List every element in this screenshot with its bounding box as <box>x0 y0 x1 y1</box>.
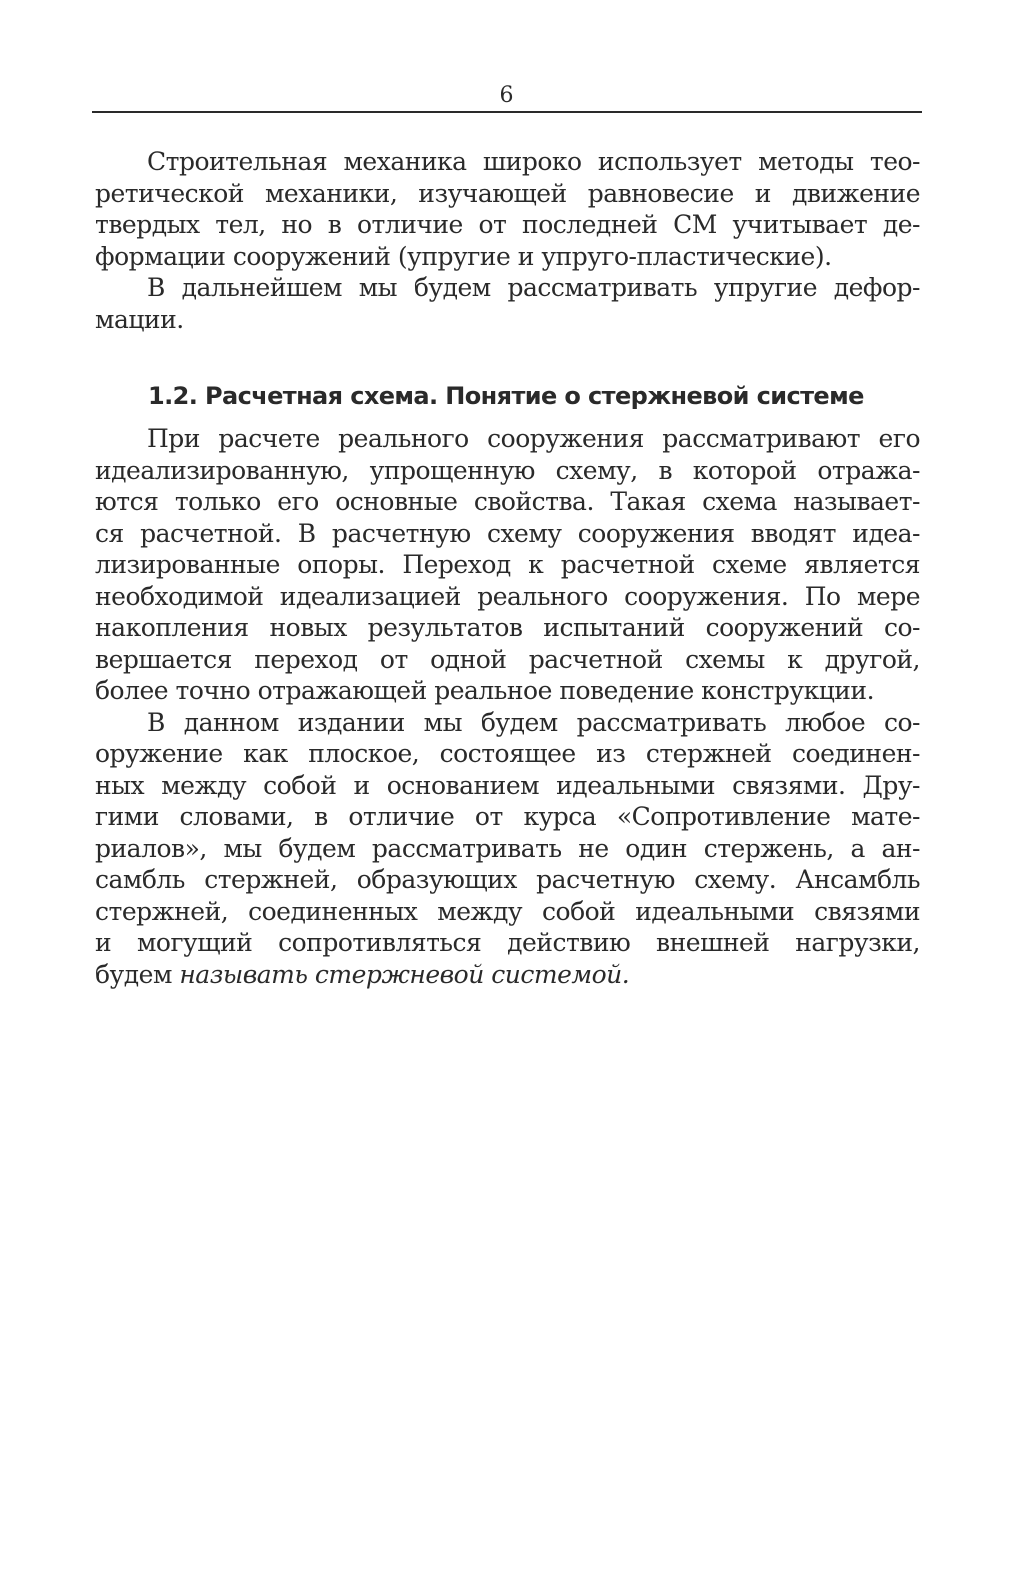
text-fragment: будем <box>95 959 180 989</box>
text-line: твердых тел, но в отличие от последней СМ учитывает де- <box>95 210 920 239</box>
text-line: стержней, соединенных между собой идеальными связями <box>95 896 920 926</box>
text-line: риалов», мы будем рассматривать не один стержень, а ан- <box>95 833 920 863</box>
text-line: и могущий сопротивляться действию внешней нагрузки, <box>95 928 920 957</box>
text-line: более точно отражающей реальное поведение конструкции. <box>95 676 875 705</box>
text-line: самбль стержней, образующих расчетную схему. Ансамбль <box>95 865 920 894</box>
text-line: лизированные опоры. Переход к расчетной схеме является <box>95 550 920 579</box>
text-line: гими словами, в отличие от курса «Сопротивление мате- <box>95 802 920 831</box>
italic-definition: называть стержневой системой. <box>179 959 630 989</box>
text-line: формации сооружений (упругие и упруго-пластические). <box>95 241 832 271</box>
section-heading: 1.2. Расчетная схема. Понятие о стержневой системе <box>148 382 864 410</box>
text-line: ются только его основные свойства. Такая схема называет- <box>95 487 920 516</box>
text-line: Строительная механика широко использует методы тео- <box>147 147 920 176</box>
text-line: ретической механики, изучающей равновесие и движение <box>95 178 920 208</box>
text-line: вершается переход от одной расчетной схемы к другой, <box>95 644 920 674</box>
text-line: ных между собой и основанием идеальными связями. Дру- <box>95 770 920 800</box>
header-rule <box>92 111 922 113</box>
text-line: идеализированную, упрощенную схему, в которой отража- <box>95 455 920 485</box>
intro-paragraph-1 <box>95 146 920 272</box>
text-line: накопления новых результатов испытаний сооружений со- <box>95 613 920 642</box>
section-paragraph-1 <box>95 423 920 707</box>
text-line: необходимой идеализацией реального сооружения. По мере <box>95 581 920 611</box>
intro-paragraph-2 <box>95 272 920 335</box>
text-line: При расчете реального сооружения рассматривают его <box>147 424 920 453</box>
text-line-last <box>95 959 920 991</box>
text-line: ся расчетной. В расчетную схему сооружения вводят идеа- <box>95 518 920 548</box>
section-paragraph-2 <box>95 707 920 991</box>
page-number: 6 <box>499 83 514 108</box>
text-line: В дальнейшем мы будем рассматривать упругие дефор- <box>147 273 920 302</box>
text-line: В данном издании мы будем рассматривать любое со- <box>147 707 920 737</box>
text-line: мации. <box>95 304 184 334</box>
page-content <box>95 146 920 990</box>
text-line: оружение как плоское, состоящее из стержней соединен- <box>95 739 920 768</box>
